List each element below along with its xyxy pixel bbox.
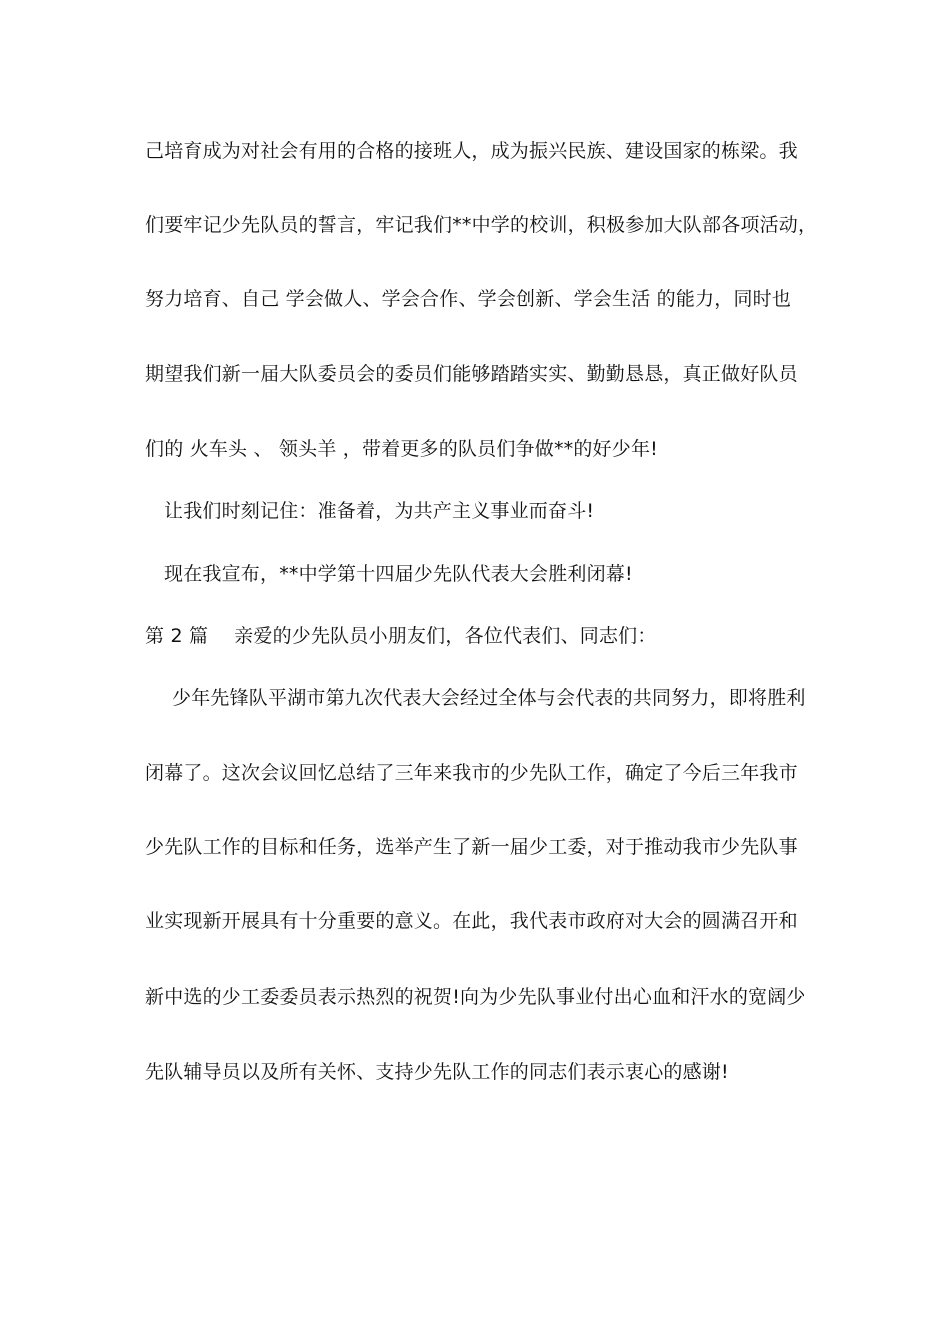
paragraph-line: 期望我们新一届大队委员会的委员们能够踏踏实实、勤勤恳恳，真正做好队员 <box>145 363 798 385</box>
paragraph-line: 们的 火车头 、 领头羊 ，带着更多的队员们争做**的好少年! <box>145 438 658 460</box>
paragraph-line: 新中选的少工委委员表示热烈的祝贺!向为少先队事业付出心血和汗水的宽阔少 <box>145 986 806 1008</box>
paragraph-line: 己培育成为对社会有用的合格的接班人，成为振兴民族、建设国家的栋梁。我 <box>145 140 798 162</box>
paragraph-line: 少先队工作的目标和任务，选举产生了新一届少工委，对于推动我市少先队事 <box>145 836 798 858</box>
greeting: 亲爱的少先队员小朋友们，各位代表们、同志们： <box>234 625 657 647</box>
paragraph-motto: 让我们时刻记住：准备着，为共产主义事业而奋斗! <box>164 500 595 522</box>
section-heading <box>145 624 657 648</box>
section-label: 第 2 篇 <box>145 625 209 647</box>
paragraph-closing-declaration: 现在我宣布，**中学第十四届少先队代表大会胜利闭幕! <box>164 563 633 585</box>
paragraph-line: 努力培育、自己 学会做人、学会合作、学会创新、学会生活 的能力，同时也 <box>145 288 792 310</box>
paragraph-line: 先队辅导员以及所有关怀、支持少先队工作的同志们表示衷心的感谢! <box>145 1061 729 1083</box>
paragraph-line: 少年先锋队平湖市第九次代表大会经过全体与会代表的共同努力，即将胜利 <box>172 687 806 709</box>
paragraph-line: 们要牢记少先队员的誓言，牢记我们**中学的校训，积极参加大队部各项活动， <box>145 214 818 236</box>
paragraph-line: 闭幕了。这次会议回忆总结了三年来我市的少先队工作，确定了今后三年我市 <box>145 762 798 784</box>
paragraph-line: 业实现新开展具有十分重要的意义。在此，我代表市政府对大会的圆满召开和 <box>145 910 798 932</box>
